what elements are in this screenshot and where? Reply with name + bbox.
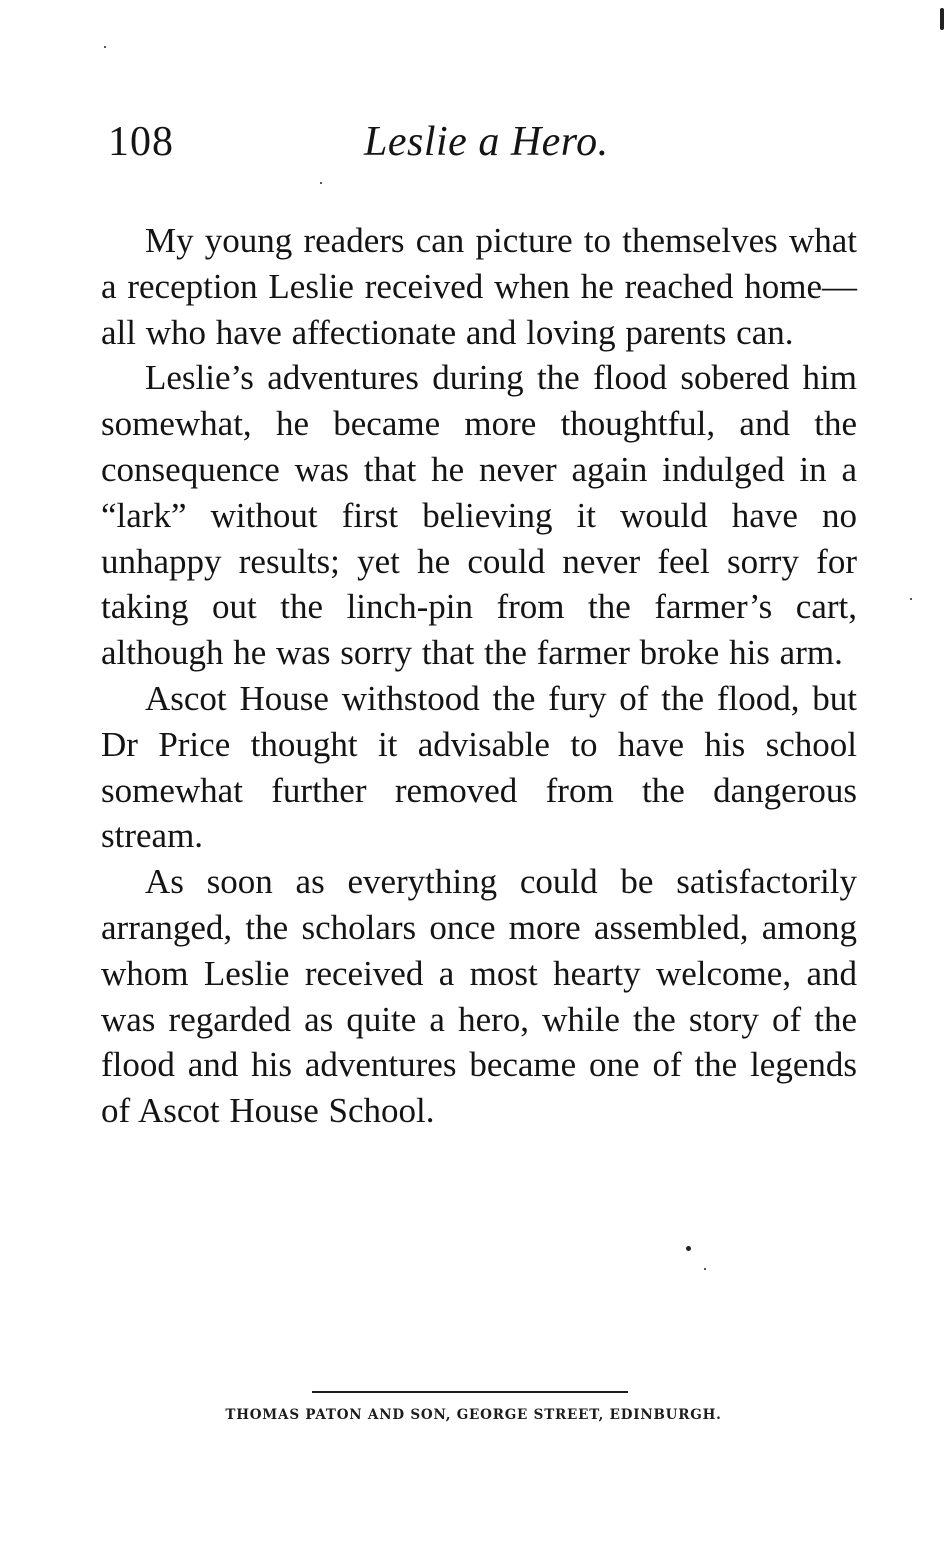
running-title: Leslie a Hero.: [364, 119, 609, 165]
paragraph-1: My young readers can picture to themselves what a reception Leslie received when he reached home—all who have affectionate and loving parents can.: [101, 221, 857, 352]
paragraph-3: Ascot House withstood the fury of the flood, but Dr Price thought it advisable to have his school somewhat further removed from the dangerous stream.: [101, 678, 857, 856]
scan-speck: [686, 1246, 691, 1251]
scan-speck: [704, 1268, 706, 1270]
body-text: [101, 218, 857, 1134]
paragraph-2: Leslie’s adventures during the flood sobered him somewhat, he became more thoughtful, and the consequence was that he never again indulged in a “lark” without first believing it would have no unhappy results; yet he could never feel sorry for taking out the linch-pin from the farmer’s cart, although he was sorry that the farmer broke his arm.: [101, 358, 857, 673]
printer-imprint: THOMAS PATON AND SON, GEORGE STREET, EDINBURGH.: [225, 1407, 722, 1423]
page-number: 108: [108, 119, 174, 165]
imprint-rule: [312, 1391, 628, 1393]
scan-speck: [320, 182, 322, 184]
scan-speck: [104, 46, 106, 48]
scan-speck: [940, 8, 944, 30]
paragraph-4: As soon as everything could be satisfactorily arranged, the scholars once more assembled, among whom Leslie received a most hearty welcome, and was regarded as quite a hero, while the story of the flood and his adventures became one of the legends of Ascot House School.: [101, 862, 857, 1131]
scan-speck: [910, 598, 912, 600]
